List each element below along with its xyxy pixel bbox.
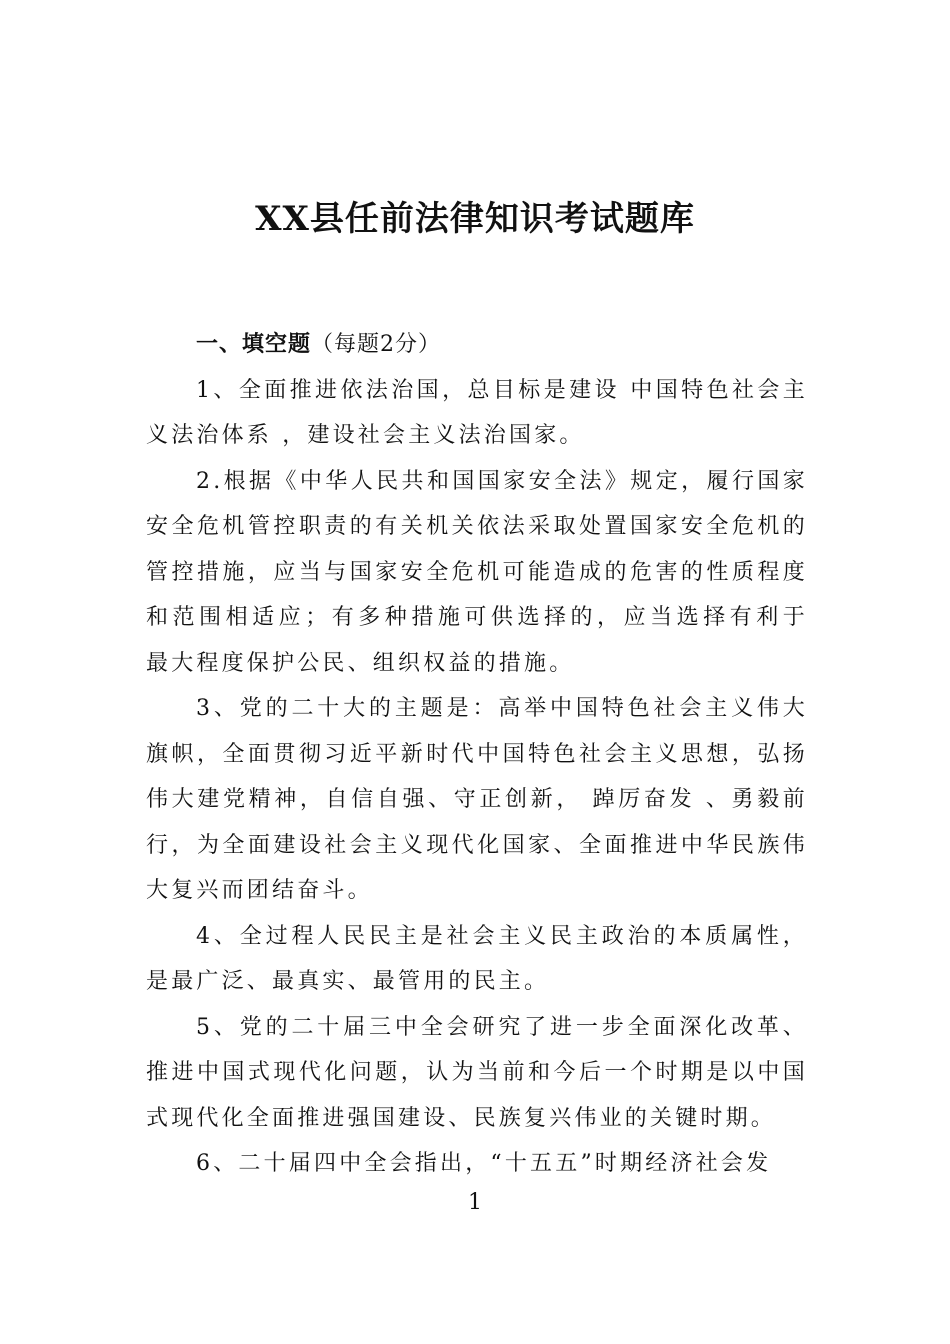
section-heading-note: （每题2分） (311, 332, 442, 357)
section-heading-label: 一、填空题 (196, 332, 312, 357)
question-paragraph-5: 5、党的二十届三中全会研究了进一步全面深化改革、推进中国式现代化问题，认为当前和今后一个时期是以中国式现代化全面推进强国建设、民族复兴伟业的关键时期。 (146, 1014, 808, 1131)
document-title: XX县任前法律知识考试题库 (255, 199, 695, 239)
question-paragraph-3: 3、党的二十大的主题是：高举中国特色社会主义伟大旗帜，全面贯彻习近平新时代中国特色社会主义思想，弘扬伟大建党精神，自信自强、守正创新， 踔厉奋发 、勇毅前行，为全面建设社会主义现代化国家、全面推进中华民族伟大复兴而团结奋斗。 (146, 696, 808, 903)
question-paragraph-6: 6、二十届四中全会指出，“十五五”时期经济社会发 (196, 1151, 772, 1176)
section-heading (146, 322, 808, 368)
question-paragraph-2: 2.根据《中华人民共和国国家安全法》规定，履行国家安全危机管控职责的有关机关依法采取处置国家安全危机的管控措施，应当与国家安全危机可能造成的危害的性质程度和范围相适应；有多种措施可供选择的，应当选择有利于 最大程度保护公民、组织权益的措施。 (146, 468, 808, 676)
question-paragraph-1: 1、全面推进依法治国，总目标是建设 中国特色社会主义法治体系 ，建设社会主义法治国家。 (146, 377, 808, 448)
page-number: 1 (468, 1190, 482, 1215)
document-body (146, 322, 808, 1187)
question-paragraph-4: 4、全过程人民民主是社会主义民主政治的本质属性，是最广泛、最真实、最管用的民主。 (146, 923, 808, 994)
